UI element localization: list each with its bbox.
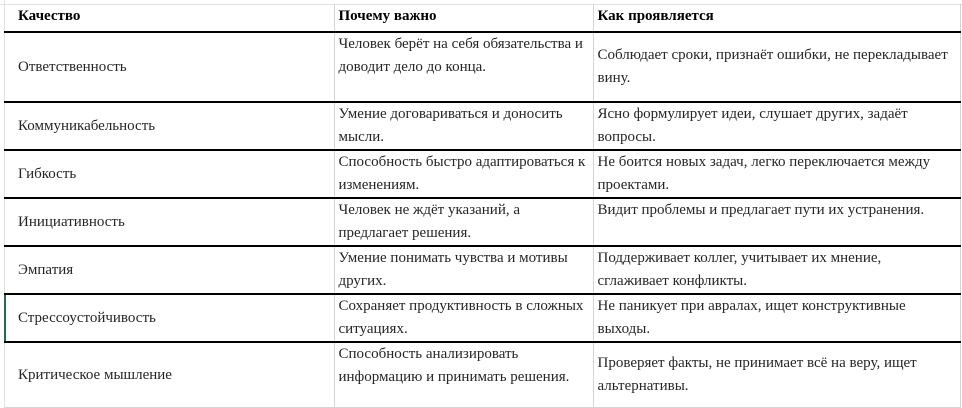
cell-why[interactable]: Способность быстро адаптироваться к изменениям.	[334, 150, 593, 198]
cell-how[interactable]: Не боится новых задач, легко переключается между проектами.	[593, 150, 960, 198]
cell-how[interactable]: Не паникует при авралах, ищет конструктивные выходы.	[593, 294, 960, 342]
header-row	[4, 4, 960, 32]
cell-how[interactable]: Соблюдает сроки, признаёт ошибки, не перекладывает вину.	[593, 32, 960, 102]
table-row	[4, 198, 960, 246]
cell-how[interactable]: Проверяет факты, не принимает всё на веру, ищет альтернативы.	[593, 342, 960, 408]
cell-how[interactable]: Видит проблемы и предлагает пути их устранения.	[593, 198, 960, 246]
cell-quality[interactable]: Коммуникабельность	[4, 102, 334, 150]
table-row	[4, 342, 960, 408]
cell-quality[interactable]: Ответственность	[4, 32, 334, 102]
qualities-table	[4, 4, 961, 408]
cell-why[interactable]: Человек не ждёт указаний, а предлагает решения.	[334, 198, 593, 246]
table-row	[4, 150, 960, 198]
cell-how[interactable]: Ясно формулирует идеи, слушает других, задаёт вопросы.	[593, 102, 960, 150]
table-row	[4, 102, 960, 150]
table-row	[4, 32, 960, 102]
cell-quality[interactable]: Критическое мышление	[4, 342, 334, 408]
cell-why[interactable]: Умение понимать чувства и мотивы других.	[334, 246, 593, 294]
header-cell-how[interactable]: Как проявляется	[593, 4, 960, 32]
table-row	[4, 246, 960, 294]
header-cell-why[interactable]: Почему важно	[334, 4, 593, 32]
cell-how[interactable]: Поддерживает коллег, учитывает их мнение, сглаживает конфликты.	[593, 246, 960, 294]
table-row	[4, 294, 960, 342]
cell-why[interactable]: Сохраняет продуктивность в сложных ситуациях.	[334, 294, 593, 342]
cell-quality[interactable]: Гибкость	[4, 150, 334, 198]
cell-why[interactable]: Умение договариваться и доносить мысли.	[334, 102, 593, 150]
cell-why[interactable]: Способность анализировать информацию и принимать решения.	[334, 342, 593, 408]
cell-quality[interactable]: Инициативность	[4, 198, 334, 246]
cell-why[interactable]: Человек берёт на себя обязательства и доводит дело до конца.	[334, 32, 593, 102]
header-cell-quality[interactable]: Качество	[4, 4, 334, 32]
cell-quality-selected[interactable]: Стрессоустойчивость	[4, 294, 334, 342]
cell-quality[interactable]: Эмпатия	[4, 246, 334, 294]
